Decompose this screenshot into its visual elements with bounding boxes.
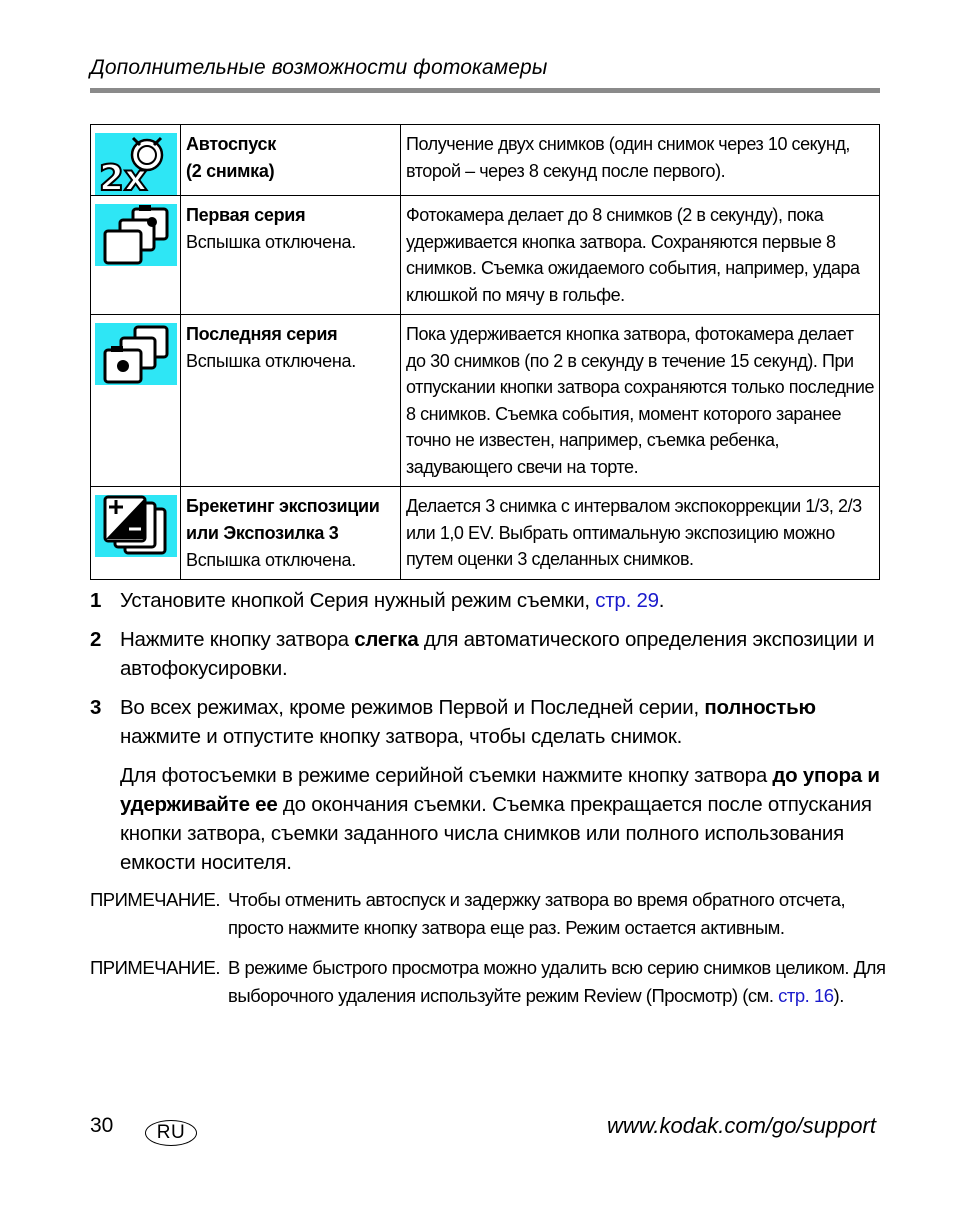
mode-description: Фотокамера делает до 8 снимков (2 в секунду), пока удерживается кнопка затвора. Сохраняются первые 8 снимков. Съемка ожидаемого события, например, удара клюшкой по мячу в гольфе.: [406, 205, 860, 305]
step-text: для автоматического определения экспозиции и автофокусировки.: [120, 628, 875, 680]
mode-name-line: (2 снимка): [186, 161, 275, 181]
step-emphasis: полностью: [704, 696, 816, 719]
exposure-bracketing-icon: [95, 495, 177, 557]
note-item: [90, 954, 890, 1010]
step-text: Установите кнопкой Серия нужный режим съемки,: [120, 589, 596, 612]
step-text: Во всех режимах, кроме режимов Первой и Последней серии,: [120, 696, 705, 719]
mode-description: Пока удерживается кнопка затвора, фотокамера делает до 30 снимков (по 2 в секунду в течение 15 секунд). При отпускании кнопки затвора сохраняются только последние 8 снимков. Съемка события, момент которого заранее точно не известен, например, съемка ребенка, задувающего свечи на торте.: [406, 324, 875, 477]
steps-list: [90, 586, 890, 877]
step-text: нажмите и отпустите кнопку затвора, чтобы сделать снимок.: [120, 725, 683, 748]
mode-name-line: Автоспуск: [186, 134, 276, 154]
language-badge: RU: [145, 1120, 197, 1146]
step-number: 2: [90, 628, 102, 651]
table-row: [91, 196, 880, 315]
step-text: Нажмите кнопку затвора: [120, 628, 355, 651]
support-url[interactable]: www.kodak.com/go/support: [606, 1113, 876, 1138]
note-label: ПРИМЕЧАНИЕ.: [90, 889, 220, 910]
step-text: Для фотосъемки в режиме серийной съемки нажмите кнопку затвора: [120, 764, 773, 787]
last-burst-icon: [95, 323, 177, 385]
table-row: [91, 487, 880, 580]
note-text: ).: [833, 985, 844, 1006]
step-text: до окончания съемки. Съемка прекращается после отпускания кнопки затвора, съемки заданного числа снимков или полного использования емкости носителя.: [120, 793, 872, 874]
step-item: [90, 625, 890, 683]
table-row: [91, 125, 880, 196]
first-burst-icon: [95, 204, 177, 266]
note-text: В режиме быстрого просмотра можно удалить всю серию снимков целиком. Для выборочного удаления используйте режим Review (Просмотр) (см.: [228, 957, 886, 1006]
page-link[interactable]: стр. 29: [595, 589, 659, 612]
page-link[interactable]: стр. 16: [778, 985, 834, 1006]
note-text: Чтобы отменить автоспуск и задержку затвора во время обратного отсчета, просто нажмите кнопку затвора еще раз. Режим остается активным.: [228, 889, 846, 938]
page-header-title: Дополнительные возможности фотокамеры: [90, 56, 548, 79]
flash-note: Вспышка отключена.: [186, 550, 356, 570]
mode-name-line: Последняя серия: [186, 324, 338, 344]
step-item: [90, 693, 890, 751]
step-text: .: [658, 589, 665, 612]
page-number: 30: [90, 1114, 114, 1137]
mode-description: Получение двух снимков (один снимок через 10 секунд, второй – через 8 секунд после первого).: [406, 134, 850, 181]
modes-table: [90, 124, 880, 580]
mode-name-line: или Экспозилка 3: [186, 523, 339, 543]
svg-text:2x: 2x: [99, 158, 148, 195]
mode-name-line: Брекетинг экспозиции: [186, 496, 380, 516]
table-row: [91, 315, 880, 487]
flash-note: Вспышка отключена.: [186, 351, 356, 371]
step-paragraph: [90, 761, 890, 877]
step-emphasis: слегка: [354, 628, 419, 651]
notes-section: [90, 886, 890, 1022]
step-emphasis: до упора и удерживайте ее: [120, 764, 880, 816]
flash-note: Вспышка отключена.: [186, 232, 356, 252]
mode-description: Делается 3 снимка с интервалом экспокоррекции 1/3, 2/3 или 1,0 EV. Выбрать оптимальную экспозицию можно путем оценки 3 сделанных снимков.: [406, 496, 862, 569]
step-number: 1: [90, 589, 102, 612]
mode-name-line: Первая серия: [186, 205, 306, 225]
self-timer-2-shots-icon: [95, 133, 177, 195]
step-item: [90, 586, 890, 615]
header-rule: [90, 88, 880, 93]
note-item: [90, 886, 890, 942]
step-number: 3: [90, 696, 102, 719]
note-label: ПРИМЕЧАНИЕ.: [90, 957, 220, 978]
